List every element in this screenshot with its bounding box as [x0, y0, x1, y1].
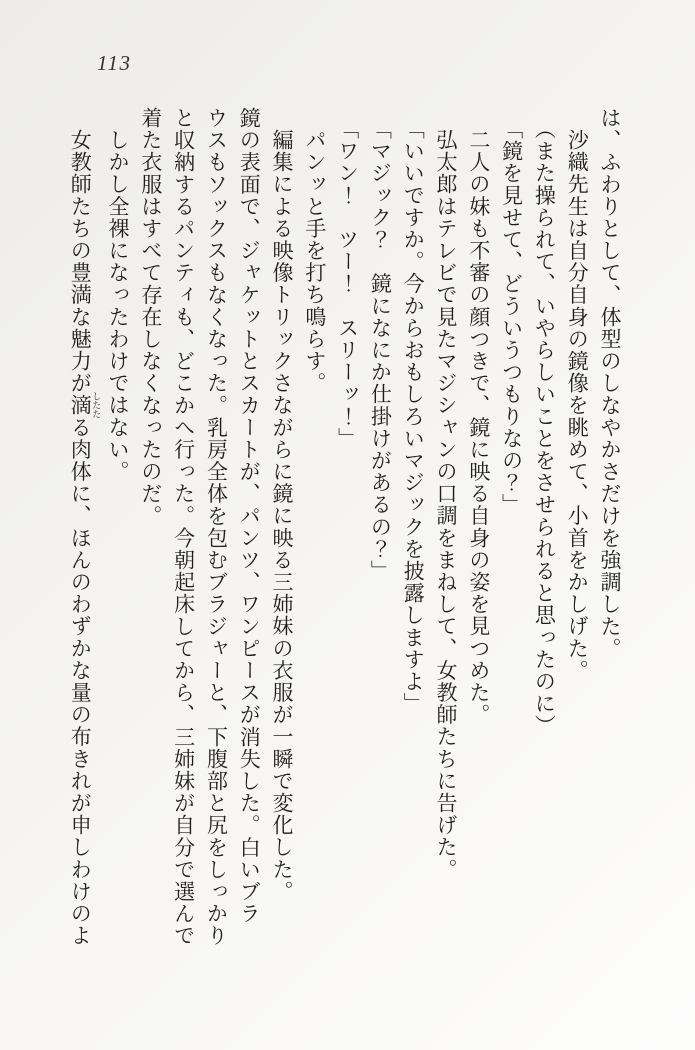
text-line: 女教師たちの豊満な魅力が滴 したたる肉体に、ほんのわずかな量の布きれが申しわけのよ — [68, 129, 102, 947]
text-line: 弘太郎はテレビで見たマジシャンの口調をまねして、女教師たちに告げた。 — [434, 129, 459, 881]
text-line: 「ワン！ ツー！ スリーッ！」 — [335, 118, 360, 450]
text-line: 沙織先生は自分自身の鏡像を眺めて、小首をかしげた。 — [565, 129, 590, 682]
furigana: したた — [91, 391, 102, 419]
text-line: しかし全裸になったわけではない。 — [106, 129, 131, 483]
text-line: 着た衣服はすべて存在しなくなったのだ。 — [138, 107, 163, 527]
text-line: 編集による映像トリックさながらに鏡に映る三姉妹の衣服が一瞬で変化した。 — [270, 129, 295, 903]
ruby-annotated-word: 滴 したた — [68, 391, 102, 419]
text-line: は、ふわりとして、体型のしなやかさだけを強調した。 — [598, 107, 622, 660]
text-line: 二人の妹も不審の顔つきで、鏡に映る自身の姿を見つめた。 — [466, 129, 491, 726]
text-line: 鏡の表面で、ジャケットとスカートが、パンツ、ワンピースが消失した。白いブラ — [237, 107, 262, 925]
text-line: ウスもソックスもなくなった。乳房全体を包むブラジャーと、下腹部と尻をしっかり — [204, 107, 229, 947]
text-line: と収納するパンティも、どこかへ行った。今朝起床してから、三姉妹が自分で選んで — [171, 107, 196, 947]
text-line: パンッと手を打ち鳴らす。 — [302, 129, 327, 395]
vertical-text-block — [68, 107, 626, 963]
text-line: 「いいですか。今からおもしろいマジックを披露しますよ」 — [401, 118, 426, 715]
text-line: 「鏡を見せて、どういうつもりなの？」 — [499, 118, 524, 516]
text-line: （また操られて、いやらしいことをさせられると思ったのに） — [532, 118, 557, 737]
text-line: 「マジック？ 鏡になにか仕掛けがあるの？」 — [368, 118, 393, 583]
page-number: 113 — [97, 51, 132, 75]
